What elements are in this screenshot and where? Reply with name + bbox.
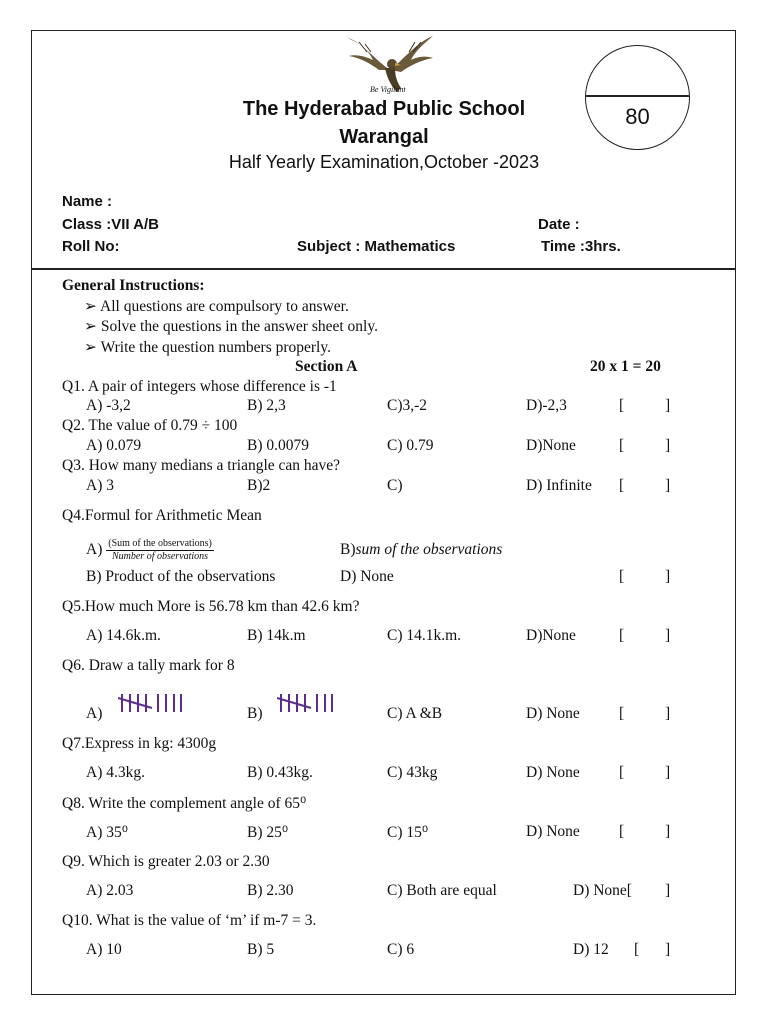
arrow-bullet-icon: ➢ [84, 298, 101, 315]
question-text: Q1. A pair of integers whose difference is -1 [62, 378, 337, 395]
option-a: A) $\frac{\text{(Sum of the observations)}}{\text{Number of observations}}$ [86, 538, 212, 562]
section-marks: 20 x 1 = 20 [590, 358, 661, 375]
option-b: B) 0.43kg. [247, 764, 313, 781]
answer-bracket-close: ] [665, 764, 671, 781]
option-c: C) 0.79 [387, 437, 434, 454]
question-text: Q3. How many medians a triangle can have? [62, 457, 341, 474]
answer-bracket-open: [ [634, 941, 640, 958]
answer-bracket-open: [ [619, 437, 625, 454]
roll-label: Roll No: [62, 238, 120, 255]
question-text: Q2. The value of 0.79 ÷ 100 [62, 417, 238, 434]
option-b: B) 5 [247, 941, 275, 958]
option-d: D)None [526, 437, 576, 454]
instruction-item: ➢ All questions are compulsory to answer. [84, 298, 349, 315]
option-a: A) 14.6k.m. [86, 627, 161, 644]
school-city: Warangal [339, 126, 429, 148]
answer-bracket-close: ] [665, 705, 671, 722]
class-label: Class :VII A/B [62, 216, 159, 233]
motto: Be Vigilant [370, 85, 406, 94]
option-c: C) A &B [387, 705, 443, 722]
marks-circle [585, 45, 690, 150]
answer-bracket-open: [ [619, 764, 625, 781]
name-label: Name : [62, 193, 113, 210]
question-text: Q4.Formul for Arithmetic Mean [62, 507, 262, 524]
answer-bracket-open: [ [619, 823, 625, 840]
question-text: Q8. Write the complement angle of 65⁰ [62, 795, 307, 812]
option-d: D)None [526, 627, 576, 644]
school-name: The Hyderabad Public School [242, 98, 526, 120]
option-b: B) [247, 705, 263, 722]
answer-bracket-close: ] [665, 941, 671, 958]
option-c: C) Both are equal [387, 882, 497, 899]
mean-fraction: $\frac{\text{(Sum of the observations)}}{\text{Number of observations}}$ [108, 538, 212, 562]
option-a: A) 3 [86, 477, 114, 494]
answer-bracket-close: ] [665, 397, 671, 414]
tally-mark-b-icon [277, 692, 335, 716]
option-c: C)3,-2 [387, 397, 428, 414]
arrow-bullet-icon: ➢ [84, 339, 101, 356]
answer-bracket-open: [ [619, 568, 625, 585]
option-a: A) 10 [86, 941, 122, 958]
option-a: A) -3,2 [86, 397, 131, 414]
question-text: Q7.Express in kg: 4300g [62, 735, 217, 752]
option-a: A) 2.03 [86, 882, 134, 899]
option-c: C) [387, 477, 403, 494]
answer-bracket-open: [ [619, 627, 625, 644]
option-d: D) None[ [573, 882, 632, 899]
option-b: B) 14k.m [247, 627, 306, 644]
question-text: Q9. Which is greater 2.03 or 2.30 [62, 853, 270, 870]
instructions-title: General Instructions: [62, 277, 205, 294]
option-b: B) 2,3 [247, 397, 286, 414]
answer-bracket-open: [ [619, 397, 625, 414]
question-text: Q6. Draw a tally mark for 8 [62, 657, 235, 674]
instruction-item: ➢ Solve the questions in the answer sheet only. [84, 318, 378, 335]
date-label: Date : [538, 216, 580, 233]
time-label: Time :3hrs. [541, 238, 621, 255]
option-a: A) 4.3kg. [86, 764, 145, 781]
answer-bracket-close: ] [665, 627, 671, 644]
option-d: D) None [526, 705, 580, 722]
question-text: Q10. What is the value of ‘m’ if m-7 = 3. [62, 912, 317, 929]
option-c: C) 14.1k.m. [387, 627, 462, 644]
answer-bracket-open: [ [619, 477, 625, 494]
exam-title: Half Yearly Examination,October -2023 [228, 152, 540, 172]
option-d: D) None [340, 568, 394, 585]
answer-bracket-open: [ [619, 705, 625, 722]
section-title: Section A [295, 358, 358, 375]
option-c: B) Product of the observations [86, 568, 276, 585]
option-c: C) 6 [387, 941, 415, 958]
subject-label: Subject : Mathematics [297, 238, 456, 255]
option-a: A) [86, 705, 103, 722]
header-divider [31, 268, 736, 270]
option-d: D) 12 [573, 941, 609, 958]
answer-bracket-close: ] [665, 882, 671, 899]
option-b: B) 0.0079 [247, 437, 309, 454]
answer-bracket-close: ] [665, 437, 671, 454]
option-d: D)-2,3 [526, 397, 567, 414]
max-marks: 80 [625, 104, 650, 129]
option-b: B)sum of the observations [340, 541, 503, 558]
option-b: B) 25⁰ [247, 824, 289, 841]
answer-bracket-close: ] [665, 823, 671, 840]
answer-bracket-close: ] [665, 568, 671, 585]
option-a: A) 35⁰ [86, 824, 128, 841]
arrow-bullet-icon: ➢ [84, 318, 101, 335]
tally-mark-a-icon [118, 692, 184, 716]
option-c: C) 43kg [387, 764, 438, 781]
instruction-item: ➢ Write the question numbers properly. [84, 339, 331, 356]
option-b: B) 2.30 [247, 882, 294, 899]
option-d: D) Infinite [526, 477, 592, 494]
option-d: D) None [526, 764, 580, 781]
option-a: A) 0.079 [86, 437, 142, 454]
answer-bracket-close: ] [665, 477, 671, 494]
question-text: Q5.How much More is 56.78 km than 42.6 km? [62, 598, 360, 615]
option-d: D) None [526, 823, 580, 840]
option-b: B)2 [247, 477, 271, 494]
option-c: C) 15⁰ [387, 824, 429, 841]
